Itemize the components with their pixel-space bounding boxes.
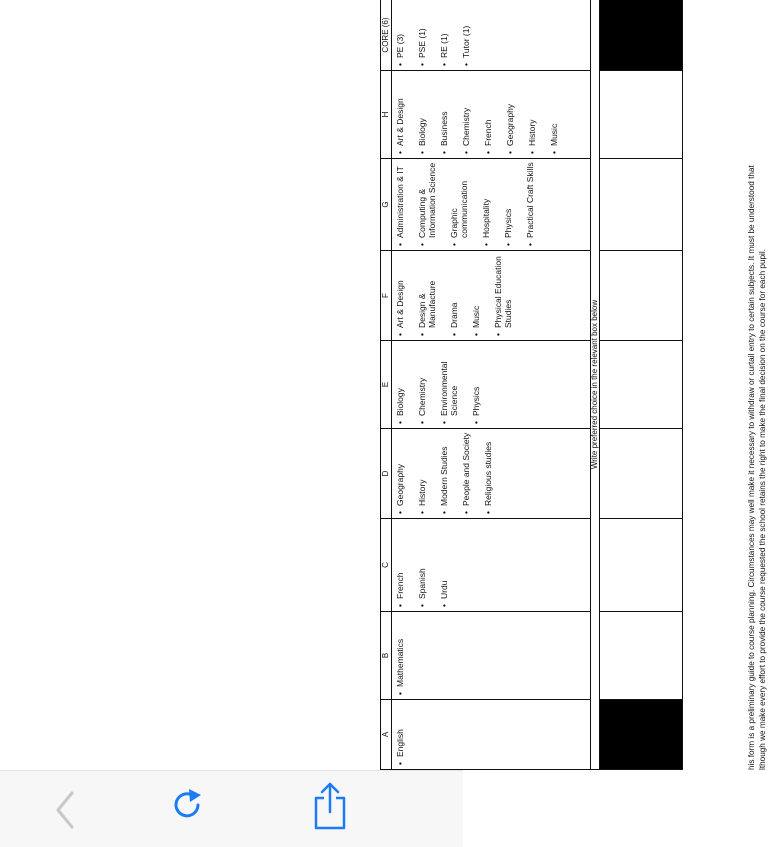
subjects-col-b <box>392 612 591 700</box>
subject-item: • Art & Design <box>395 74 405 146</box>
choice-box-a-blocked <box>600 700 683 770</box>
subject-item: • PE (3) <box>395 3 405 58</box>
column-header-f: F <box>381 251 392 341</box>
subject-item: • Environmental Science <box>439 344 459 416</box>
subject-item: • English <box>395 703 405 757</box>
subjects-col-c <box>392 519 591 612</box>
subject-item: • Spanish <box>417 522 427 599</box>
subject-item: • People and Society <box>461 432 471 506</box>
share-button[interactable] <box>310 780 350 832</box>
instruction-row <box>591 0 600 770</box>
subject-item: • French <box>395 522 405 599</box>
subject-item: • Chemistry <box>461 74 471 146</box>
subject-item: • History <box>417 432 427 506</box>
choice-box-e[interactable] <box>600 341 683 429</box>
subject-item: • Music <box>471 254 481 328</box>
disclaimer-text <box>746 0 768 770</box>
column-header-core: CORE (6) <box>381 0 392 71</box>
choice-box-f[interactable] <box>600 251 683 341</box>
subjects-col-a <box>392 700 591 770</box>
course-table <box>380 0 683 770</box>
choice-box-b[interactable] <box>600 612 683 700</box>
subject-item: • Physical Education Studies <box>493 254 513 328</box>
subject-item: • Religious studies <box>483 432 493 506</box>
subject-item: • PSE (1) <box>417 3 427 58</box>
chevron-left-icon <box>46 785 86 835</box>
subject-item: • Geography <box>395 432 405 506</box>
share-icon <box>310 780 350 832</box>
subjects-col-h <box>392 71 591 159</box>
toolbar-divider <box>0 770 463 771</box>
reload-button[interactable] <box>168 785 208 825</box>
choice-box-g[interactable] <box>600 159 683 251</box>
back-button[interactable] <box>46 785 86 835</box>
subject-item: • Drama <box>449 254 459 328</box>
subjects-col-core <box>392 0 591 71</box>
subject-row <box>392 0 591 770</box>
choice-box-c[interactable] <box>600 519 683 612</box>
disclaimer-line-2: lthough we make every effort to provide the course requested the school retains the right to make the final decision on the course for each pupil. <box>758 249 767 770</box>
subjects-col-e <box>392 341 591 429</box>
choice-box-d[interactable] <box>600 429 683 519</box>
column-letter-row <box>381 0 392 770</box>
subject-item: • Computing & Information Science <box>417 162 437 238</box>
subject-item: • Biology <box>417 74 427 146</box>
subject-item: • History <box>527 74 537 146</box>
column-header-a: A <box>381 700 392 770</box>
course-choice-form <box>380 0 767 770</box>
subjects-col-d <box>392 429 591 519</box>
choice-box-h[interactable] <box>600 71 683 159</box>
choice-row <box>600 0 683 770</box>
subjects-col-g <box>392 159 591 251</box>
subject-item: • French <box>483 74 493 146</box>
subject-item: • Practical Craft Skills <box>525 162 535 238</box>
subject-item: • RE (1) <box>439 3 449 58</box>
column-header-g: G <box>381 159 392 251</box>
subject-item: • Administration & IT <box>395 162 405 238</box>
subject-item: • Business <box>439 74 449 146</box>
choice-box-core-blocked <box>600 0 683 71</box>
subject-item: • Tutor (1) <box>461 3 471 58</box>
subject-item: • Modern Studies <box>439 432 449 506</box>
subject-item: • Geography <box>505 74 515 146</box>
subject-item: • Hospitality <box>481 162 491 238</box>
column-header-b: B <box>381 612 392 700</box>
disclaimer-line-1: his form is a preliminary guide to course planning. Circumstances may well make it necessary to withdraw or curtail entry to certain subjects. It must be understood that <box>747 165 756 770</box>
subject-item: • Urdu <box>439 522 449 599</box>
choice-instruction: Write preferred choice in the relevant box below <box>591 0 600 770</box>
reload-icon <box>168 785 208 825</box>
subject-item: • Graphic communication <box>449 162 469 238</box>
column-header-c: C <box>381 519 392 612</box>
column-header-d: D <box>381 429 392 519</box>
subject-item: • Art & Design <box>395 254 405 328</box>
subject-item: • Physics <box>471 344 481 416</box>
subjects-col-f <box>392 251 591 341</box>
subject-item: • Biology <box>395 344 405 416</box>
column-header-h: H <box>381 71 392 159</box>
subject-item: • Music <box>549 74 559 146</box>
column-header-e: E <box>381 341 392 429</box>
browser-toolbar <box>0 770 463 847</box>
subject-item: • Mathematics <box>395 615 405 687</box>
rotated-document <box>380 0 767 770</box>
subject-item: • Design & Manufacture <box>417 254 437 328</box>
subject-item: • Physics <box>503 162 513 238</box>
subject-item: • Chemistry <box>417 344 427 416</box>
